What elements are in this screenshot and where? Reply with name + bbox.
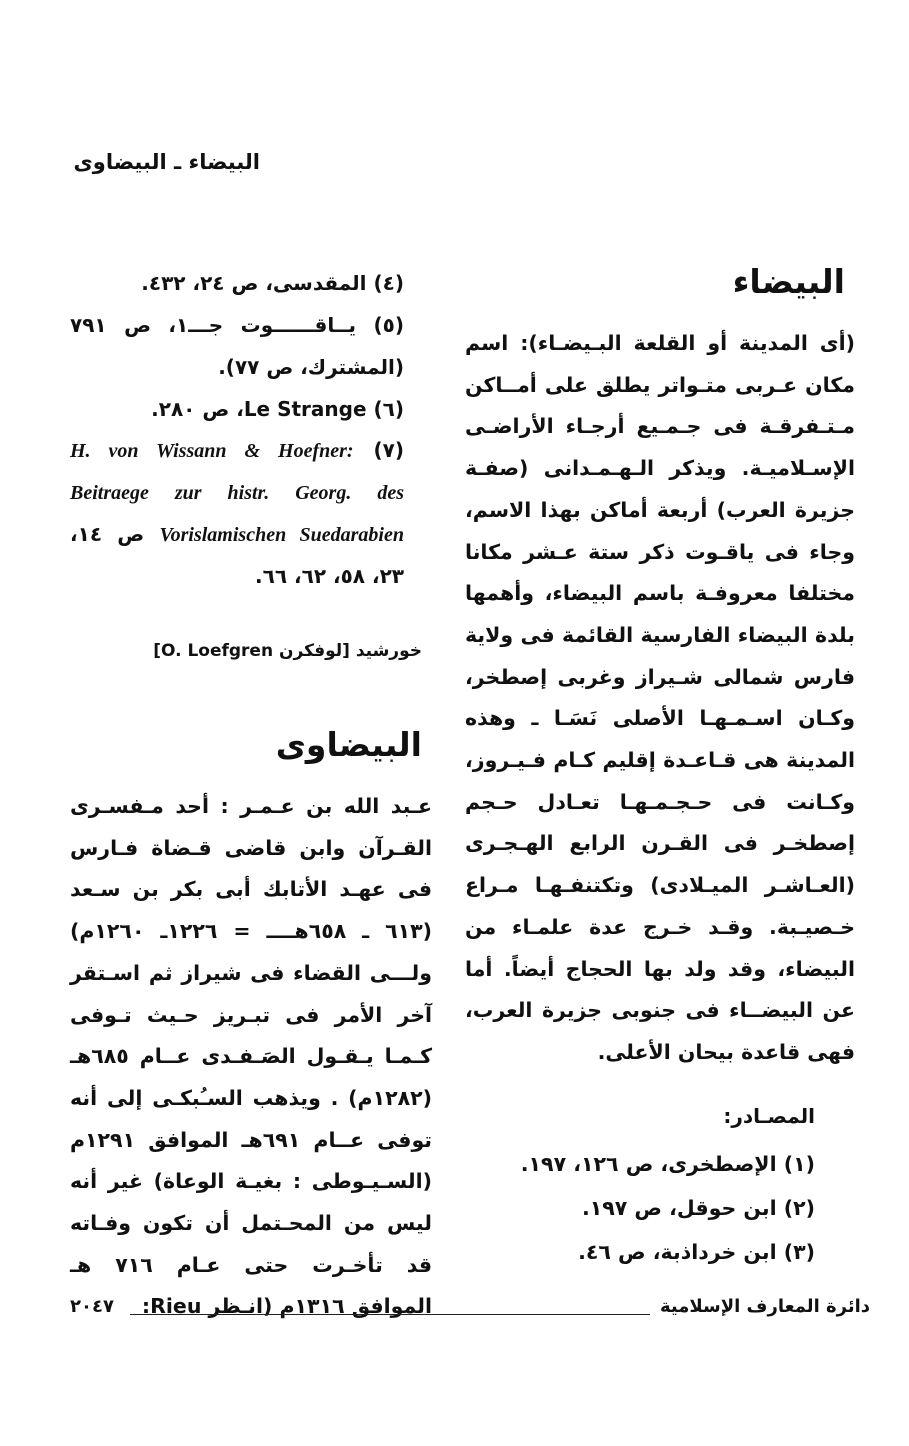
article-heading-albaida: البيضاء xyxy=(732,262,845,301)
right-column xyxy=(465,262,855,1274)
article-heading-albaidawi: البيضاوى xyxy=(275,725,422,764)
running-head: البيضاء ـ البيضاوى xyxy=(73,150,260,174)
footer-rule xyxy=(130,1314,650,1315)
reference-pages: ص ١٤، ٢٣، ٥٨، ٦٢، ٦٦. xyxy=(70,522,404,588)
page-number: ٢٠٤٧ xyxy=(70,1296,114,1317)
source-item: (٢) ابن حوقل، ص ١٩٧. xyxy=(581,1195,815,1220)
reference-item: (٥) يــاقــــــوت جـــ١، ص ٧٩١ (المشترك، ص ٧٧). xyxy=(70,313,404,379)
left-column xyxy=(70,262,432,1328)
page-footer xyxy=(70,1296,870,1326)
article-author: خورشيد [لوفكرن O. Loefgren] xyxy=(153,641,422,661)
footer-title: دائرة المعارف الإسلامية xyxy=(659,1296,870,1317)
source-item: (٣) ابن خرداذبة، ص ٤٦. xyxy=(578,1239,815,1264)
reference-item: (٦) Le Strange، ص ٢٨٠. xyxy=(151,397,404,421)
reference-item: (٤) المقدسى، ص ٢٤، ٤٣٢. xyxy=(141,271,404,295)
reference-number: (٧) xyxy=(373,438,404,462)
sources-list xyxy=(465,1142,855,1274)
article-body-albaida: (أى المدينة أو القلعة البـيضـاء): اسم مكان عـربى متـواتر يطلق على أمــاكن مـتـفرقـة فى جـمـيع أرجـاء الأراضـى الإسـلاميـة. ويذكر الـهـمـدانى (صفـة جزيرة العرب) أربعة أماكن بهذا الاسم، وجاء فى ياقـوت ذكر ستة عـشر مكانا مختلفا معروفـة باسم البيضاء، وأهمها بلدة البيضاء الفارسية القائمة فى ولاية فارس شمالى شـيراز وغربى إصطخر، وكـان اسـمـهـا الأصلى نَسَـا ـ وهذه المدينة هى قـاعـدة إقليم كـام فـيـروز، وكـانت فى حـجـمـهـا تعـادل حـجم إصطخـر فى القـرن الرابع الهـجـرى (العـاشـر الميـلادى) وتكتنفـهـا مـراع خـصيـبة. وقـد خـرج عدة علمـاء من البيضاء، وقد ولد بها الحجاج أيضاً. أما عن البيضــاء فى جنوبى جزيرة العرب، فهى قاعدة بيحان الأعلى. xyxy=(465,331,855,1064)
article-body-albaidawi: عـبد الله بن عـمـر : أحد مـفسـرى القـرآن وابن قاضى قـضاة فـارس فى عهـد الأتابك أبى بكر بن سـعد (٦١٣ ـ ٦٥٨هــــ = ١٢٢٦ـ ١٢٦٠م) ولـــى القضاء فى شيراز ثم اسـتقر آخر الأمر فى تبـريز حـيث تـوفى كـمـا يـقـول الصَـفـدى عــام ٦٨٥هـ (١٢٨٢م) . ويذهب السـُبكـى إلى أنه توفى عــام ٦٩١هـ الموافق ١٢٩١م (السـيـوطى : بغيـة الوعاة) غير أنه ليس من المحـتمل أن تكون وفـاته قد تأخـرت حتى عـام ٧١٦ هـ الموافق ١٣١٦م (انـظر Rieu: xyxy=(70,794,432,1319)
sources-label: المصـادر: xyxy=(723,1103,815,1128)
reference-latin-title: H. von Wissann & Hoefner: Beitraege zur histr. Georg. des Vorislamischen Suedarabien xyxy=(70,440,404,546)
reference-item xyxy=(70,430,432,597)
source-item: (١) الإصطخرى، ص ١٢٦، ١٩٧. xyxy=(520,1151,815,1176)
